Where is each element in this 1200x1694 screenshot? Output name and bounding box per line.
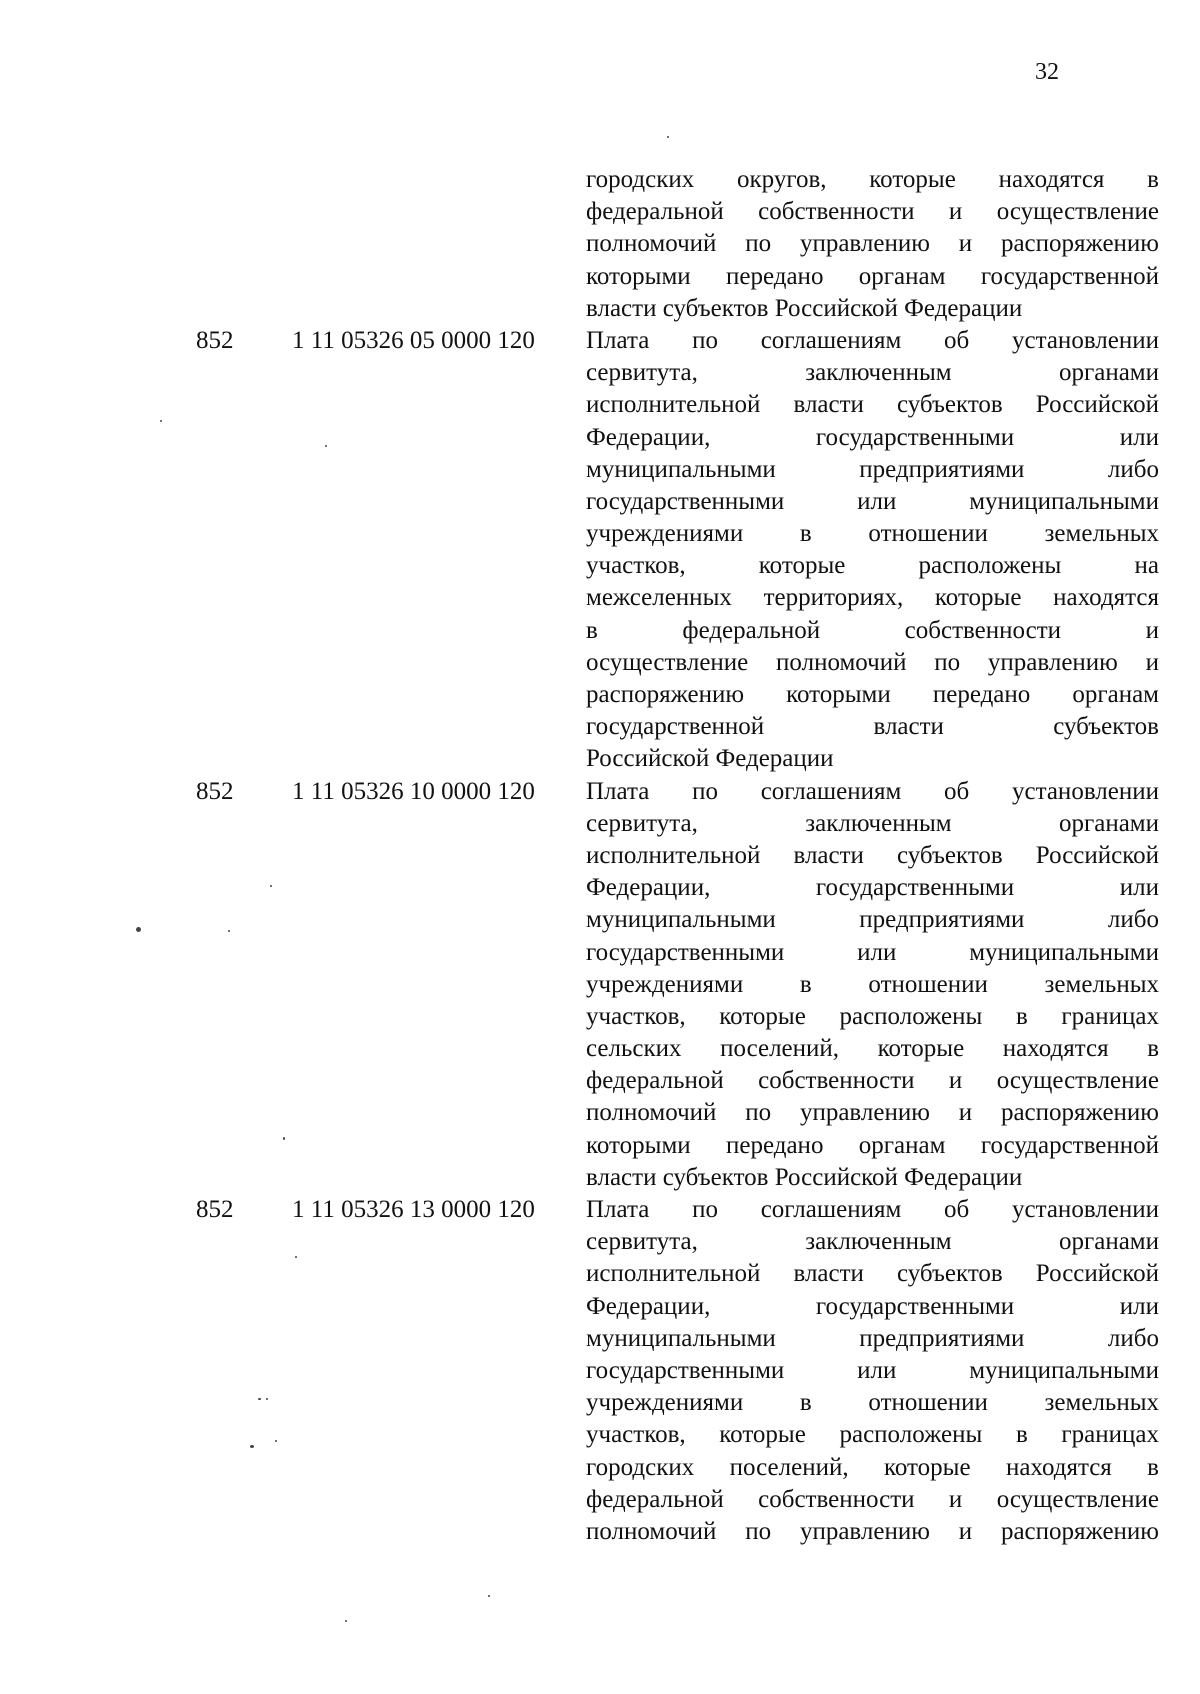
- description-line: в федеральной собственности и: [586, 616, 1159, 644]
- description-line: власти субъектов Российской Федерации: [586, 1163, 1023, 1191]
- description-line: Плата по соглашениям об установлении: [586, 326, 1159, 354]
- admin-code-cell: 852: [196, 326, 234, 354]
- description-line: муниципальными предприятиями либо: [586, 1324, 1159, 1352]
- scan-speck: [488, 1595, 490, 1597]
- description-line: полномочий по управлению и распоряжению: [586, 1099, 1159, 1127]
- description-line: которыми передано органам государственной: [586, 1131, 1159, 1159]
- description-line: федеральной собственности и осуществление: [586, 198, 1159, 226]
- description-line: учреждениями в отношении земельных: [586, 1389, 1159, 1417]
- income-codes-table: [0, 164, 1200, 1548]
- table-row: [0, 164, 1200, 325]
- scan-speck: [250, 1445, 254, 1448]
- description-line: сервитута, заключенным органами: [586, 1228, 1159, 1256]
- description-line: государственными или муниципальными: [586, 487, 1159, 515]
- description-line: государственными или муниципальными: [586, 938, 1159, 966]
- kbk-code-cell: 1 11 05326 10 0000 120: [292, 777, 535, 805]
- description-line: участков, которые расположены в границах: [586, 1002, 1159, 1030]
- description-line: Федерации, государственными или: [586, 423, 1159, 451]
- scan-speck: [283, 1137, 285, 1140]
- description-line: полномочий по управлению и распоряжению: [586, 230, 1159, 258]
- description-line: городских округов, которые находятся в: [586, 166, 1159, 193]
- description-line: Федерации, государственными или: [586, 1292, 1159, 1320]
- scan-speck: [270, 885, 272, 887]
- description-line: государственными или муниципальными: [586, 1356, 1159, 1384]
- description-line: участков, которые расположены на: [586, 552, 1159, 580]
- table-row: [0, 776, 1200, 1194]
- description-line: сервитута, заключенным органами: [586, 809, 1159, 837]
- kbk-code-cell: 1 11 05326 13 0000 120: [292, 1196, 535, 1223]
- scan-speck: [295, 1256, 297, 1258]
- scan-speck: [258, 1398, 261, 1400]
- admin-code-cell: 852: [196, 777, 234, 805]
- description-line: распоряжению которыми передано органам: [586, 681, 1159, 708]
- description-line: учреждениями в отношении земельных: [586, 970, 1159, 998]
- description-line: сельских поселений, которые находятся в: [586, 1035, 1159, 1063]
- description-line: межселенных территориях, которые находятся: [586, 584, 1159, 612]
- income-description-cell: [586, 1194, 1159, 1548]
- kbk-code-cell: 1 11 05326 05 0000 120: [292, 326, 535, 354]
- income-description-cell: [586, 164, 1159, 325]
- description-line: которыми передано органам государственной: [586, 262, 1159, 290]
- description-line: федеральной собственности и осуществление: [586, 1067, 1159, 1095]
- description-line: Российской Федерации: [586, 745, 834, 773]
- income-description-cell: [586, 325, 1159, 776]
- income-description-cell: [586, 776, 1159, 1194]
- description-line: муниципальными предприятиями либо: [586, 455, 1159, 483]
- scan-speck: [325, 445, 327, 447]
- description-line: городских поселений, которые находятся в: [586, 1453, 1159, 1481]
- scan-speck: [228, 930, 230, 932]
- description-line: участков, которые расположены в границах: [586, 1421, 1159, 1449]
- description-line: полномочий по управлению и распоряжению: [586, 1517, 1159, 1545]
- scan-speck: [136, 927, 141, 932]
- page-number: 32: [1035, 59, 1059, 85]
- description-line: Федерации, государственными или: [586, 874, 1159, 902]
- scan-speck: [266, 1398, 268, 1400]
- description-line: сервитута, заключенным органами: [586, 359, 1159, 387]
- scan-speck: [275, 1440, 277, 1442]
- admin-code-cell: 852: [196, 1196, 234, 1223]
- description-line: государственной власти субъектов: [586, 713, 1159, 741]
- description-line: муниципальными предприятиями либо: [586, 906, 1159, 934]
- description-line: исполнительной власти субъектов Российской: [586, 1260, 1159, 1288]
- table-row: [0, 1194, 1200, 1548]
- description-line: власти субъектов Российской Федерации: [586, 294, 1023, 322]
- scan-speck: [345, 1620, 347, 1622]
- description-line: Плата по соглашениям об установлении: [586, 1196, 1159, 1223]
- description-line: осуществление полномочий по управлению и: [586, 648, 1159, 676]
- scan-speck: [667, 136, 669, 138]
- description-line: исполнительной власти субъектов Российской: [586, 841, 1159, 869]
- description-line: Плата по соглашениям об установлении: [586, 777, 1159, 805]
- description-line: учреждениями в отношении земельных: [586, 520, 1159, 548]
- scan-speck: [160, 420, 162, 422]
- table-row: [0, 325, 1200, 776]
- description-line: федеральной собственности и осуществление: [586, 1485, 1159, 1513]
- description-line: исполнительной власти субъектов Российской: [586, 391, 1159, 419]
